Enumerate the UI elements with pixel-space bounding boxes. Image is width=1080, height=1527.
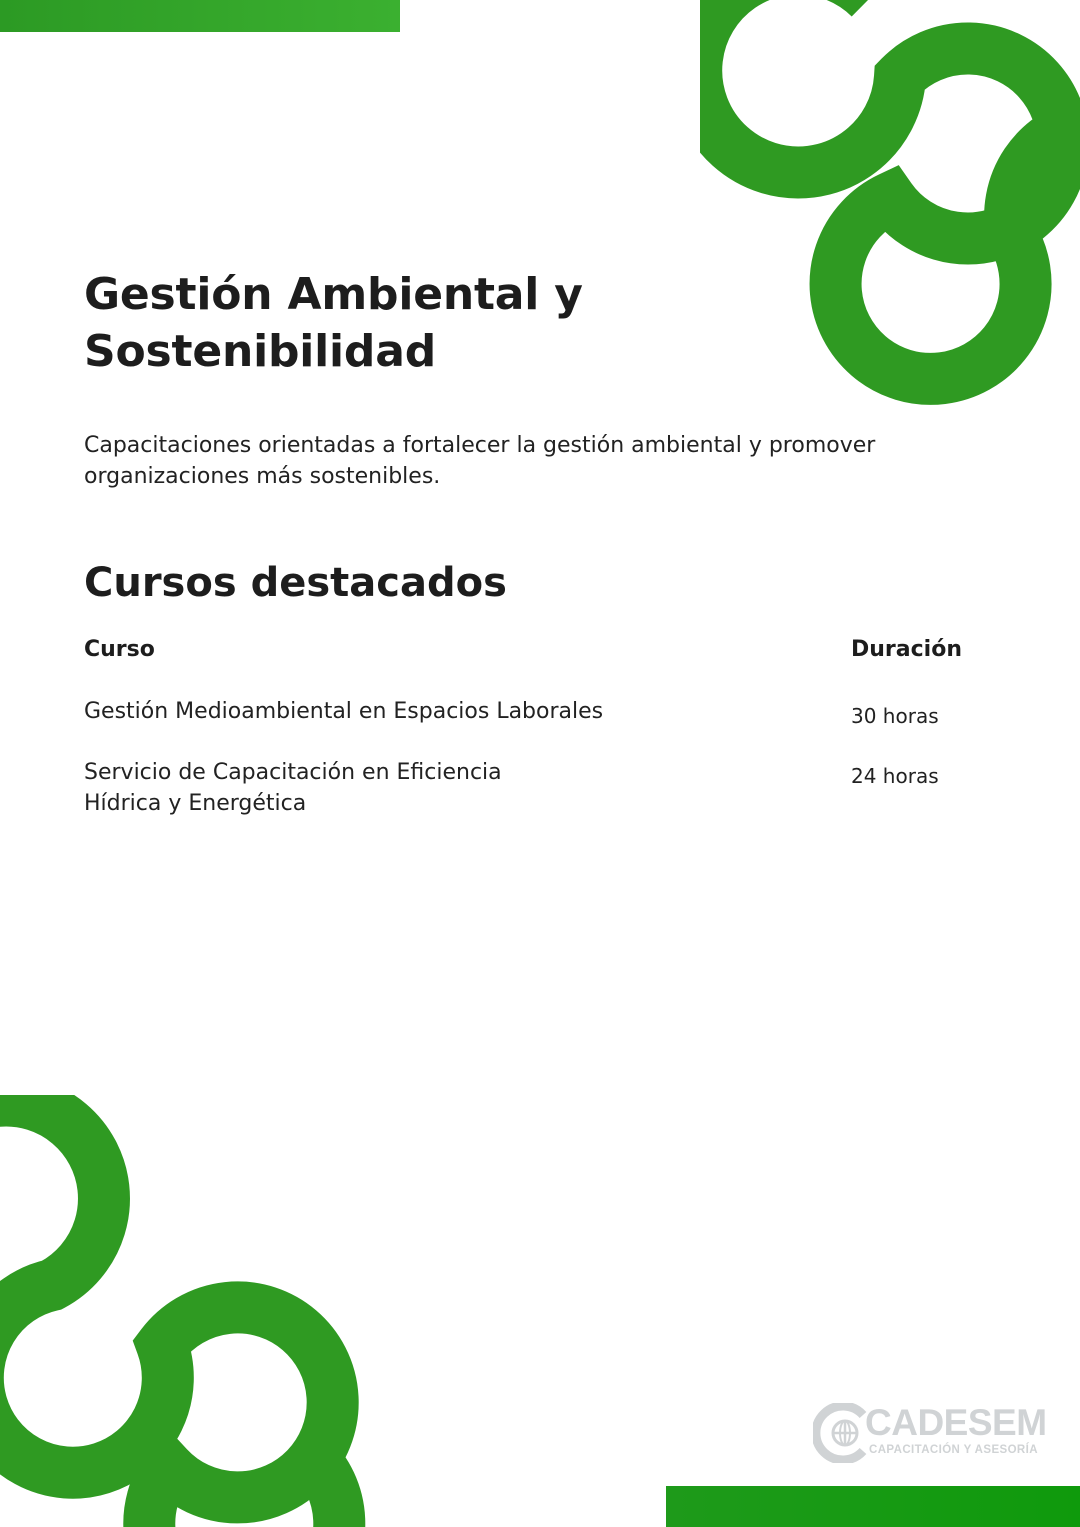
top-accent-bar [0,0,400,32]
page-title: Gestión Ambiental y Sostenibilidad [84,269,583,377]
logo-tagline: CAPACITACIÓN Y ASESORÍA [869,1444,1038,1456]
course-name: Servicio de Capacitación en Eficiencia Hídrica y Energética [84,760,502,816]
bottom-left-wave-decoration [0,1095,380,1527]
column-header-course: Curso [84,637,155,662]
top-right-wave-decoration [700,0,1080,430]
intro-text: Capacitaciones orientadas a fortalecer la gestión ambiental y promover organizaciones más sostenibles. [84,433,876,489]
logo-name: CADESEM [865,1402,1047,1443]
bottom-accent-bar [666,1486,1080,1527]
course-duration: 24 horas [851,764,939,788]
section-title: Cursos destacados [84,560,507,606]
cadesem-logo [813,1401,1053,1467]
course-name: Gestión Medioambiental en Espacios Laborales [84,699,604,724]
course-duration: 30 horas [851,704,939,728]
globe-c-icon [813,1403,873,1463]
column-header-duration: Duración [851,637,962,662]
